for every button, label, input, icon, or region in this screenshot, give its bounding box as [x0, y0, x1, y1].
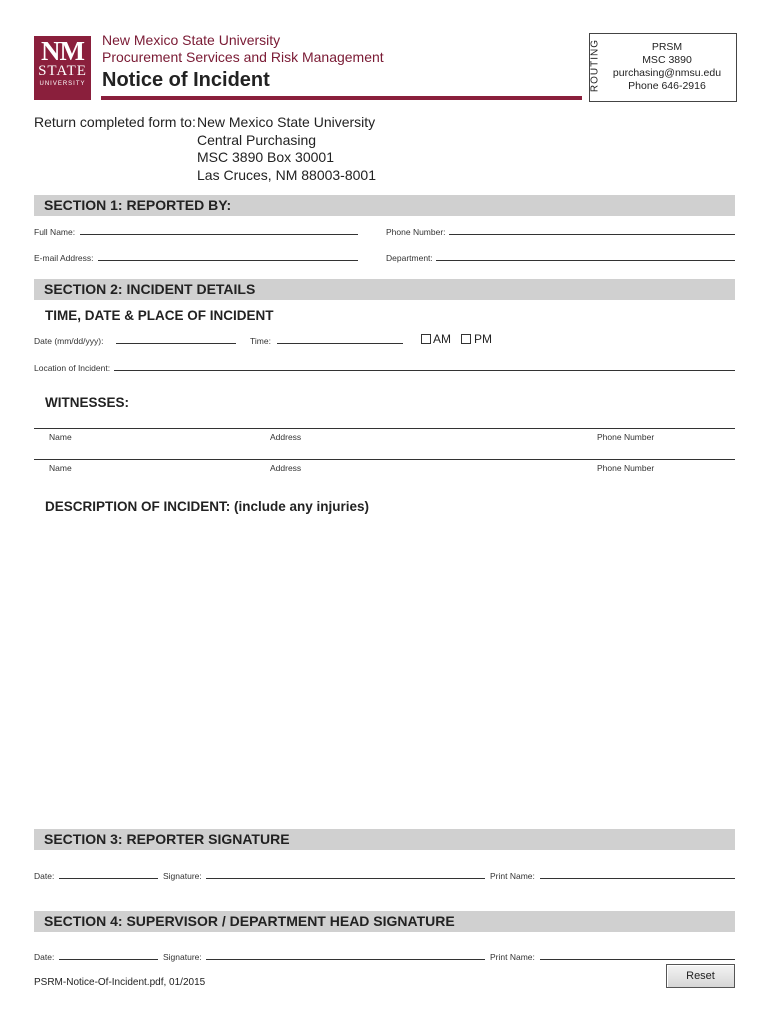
department-name: Procurement Services and Risk Management [102, 49, 384, 65]
return-prefix: Return completed form to: [34, 114, 196, 130]
pm-checkbox[interactable] [461, 334, 471, 344]
location-label: Location of Incident: [34, 363, 111, 373]
witness-1-name-label: Name [49, 432, 72, 442]
return-address [197, 114, 376, 184]
witness-2-line[interactable] [34, 459, 735, 460]
s4-signature-field[interactable] [206, 959, 485, 960]
incident-date-field[interactable] [116, 343, 236, 344]
routing-line: Phone 646-2916 [628, 80, 706, 92]
routing-label: ROUTING [589, 38, 601, 93]
phone-field[interactable] [449, 234, 735, 235]
logo-state: STATE [38, 63, 87, 79]
s4-signature-label: Signature: [163, 952, 202, 962]
incident-time-field[interactable] [277, 343, 403, 344]
section2-bar [34, 279, 735, 300]
witness-2-name-label: Name [49, 463, 72, 473]
s4-print-name-field[interactable] [540, 959, 735, 960]
nmsu-logo [34, 36, 91, 100]
s4-date-field[interactable] [59, 959, 158, 960]
section3-bar [34, 829, 735, 850]
department-label: Department: [386, 253, 433, 263]
reset-button[interactable]: Reset [666, 964, 735, 988]
routing-line: MSC 3890 [642, 54, 692, 66]
section1-title: SECTION 1: REPORTED BY: [44, 197, 232, 213]
witness-2-address-label: Address [270, 463, 302, 473]
s3-date-label: Date: [34, 871, 55, 881]
time-label: Time: [250, 336, 271, 346]
logo-nm: NM [41, 36, 84, 66]
header-rule [101, 96, 582, 100]
witness-1-line[interactable] [34, 428, 735, 429]
witnesses-heading: WITNESSES: [45, 395, 130, 410]
routing-line: PRSM [651, 41, 683, 53]
am-checkbox[interactable] [421, 334, 431, 344]
description-field[interactable] [34, 520, 735, 820]
pm-label: PM [474, 332, 492, 346]
return-line: Central Purchasing [197, 131, 317, 148]
s3-date-field[interactable] [59, 878, 158, 879]
witness-1-address-label: Address [270, 432, 302, 442]
email-label: E-mail Address: [34, 253, 94, 263]
s3-print-name-label: Print Name: [490, 871, 535, 881]
routing-address [612, 41, 722, 93]
section4-bar [34, 911, 735, 932]
section1-bar [34, 195, 735, 216]
time-date-place-heading: TIME, DATE & PLACE OF INCIDENT [45, 308, 274, 323]
description-heading: DESCRIPTION OF INCIDENT: (include any injuries) [45, 499, 370, 514]
page-title: Notice of Incident [102, 69, 270, 91]
s3-print-name-field[interactable] [540, 878, 735, 879]
university-name: New Mexico State University [102, 32, 281, 48]
full-name-label: Full Name: [34, 227, 76, 237]
return-line: MSC 3890 Box 30001 [197, 149, 334, 165]
logo-university: UNIVERSITY [39, 81, 86, 87]
s3-signature-label: Signature: [163, 871, 202, 881]
department-field[interactable] [436, 260, 735, 261]
s4-print-name-label: Print Name: [490, 952, 535, 962]
witness-2-phone-label: Phone Number [597, 463, 655, 473]
location-field[interactable] [114, 370, 735, 371]
full-name-field[interactable] [80, 234, 358, 235]
witness-1-phone-label: Phone Number [597, 432, 655, 442]
am-label: AM [433, 332, 451, 346]
section3-title: SECTION 3: REPORTER SIGNATURE [44, 831, 290, 847]
return-line: New Mexico State University [197, 114, 376, 130]
s4-date-label: Date: [34, 952, 55, 962]
phone-label: Phone Number: [386, 227, 446, 237]
email-field[interactable] [98, 260, 358, 261]
section2-title: SECTION 2: INCIDENT DETAILS [44, 281, 256, 297]
s3-signature-field[interactable] [206, 878, 485, 879]
section4-title: SECTION 4: SUPERVISOR / DEPARTMENT HEAD SIGNATURE [44, 913, 455, 929]
date-label: Date (mm/dd/yyy): [34, 336, 104, 346]
return-line: Las Cruces, NM 88003-8001 [197, 166, 376, 183]
footer-filename: PSRM-Notice-Of-Incident.pdf, 01/2015 [34, 977, 206, 988]
routing-line: purchasing@nmsu.edu [612, 67, 722, 79]
